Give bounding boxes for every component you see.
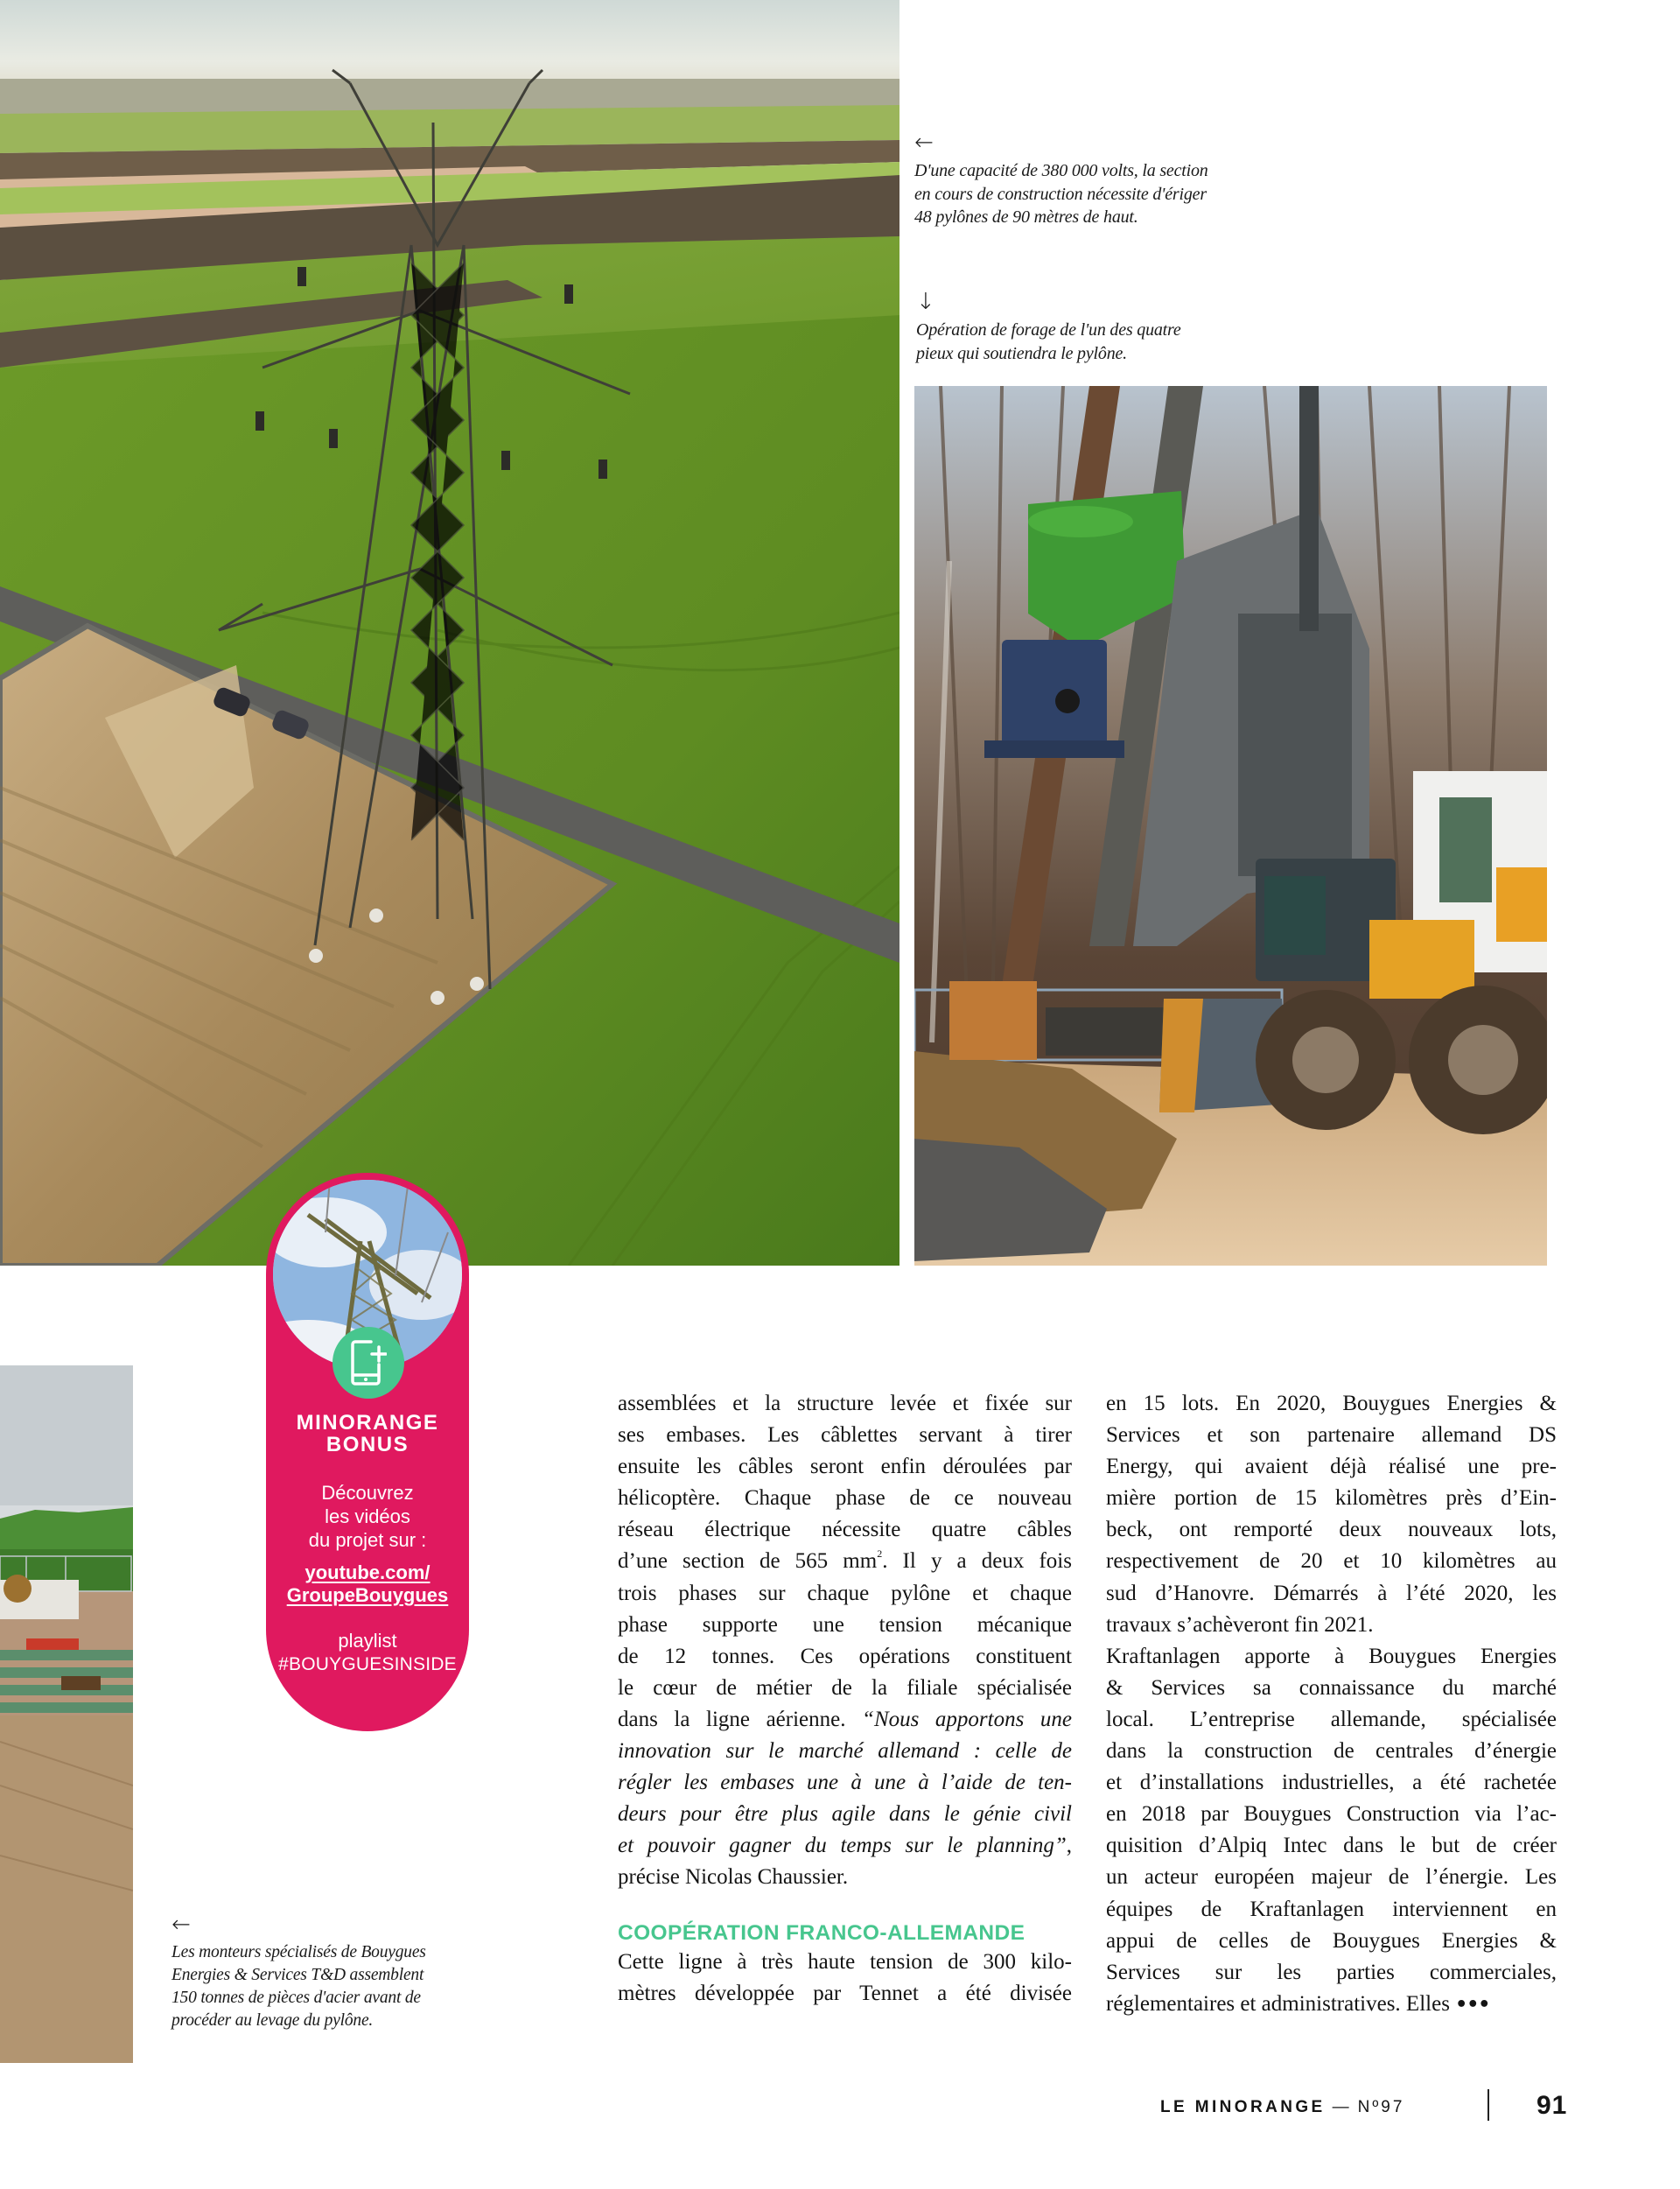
body-line: équipes de Kraftanlagen interviennent en [1106,1897,1557,1921]
caption-line: 150 tonnes de pièces d'acier avant de [172,1989,421,2007]
body-line: respectivement de 20 et 10 kilomètres au [1106,1549,1557,1574]
body-line: dans la construction de centrales d’énergie [1106,1739,1557,1764]
caption-drilling [916,291,1181,365]
quote-line [618,1830,1072,1862]
arrow-left-icon: ← [172,1912,191,1938]
body-line: en 2018 par Bouygues Construction via l’ac- [1106,1802,1557,1827]
playlist-hashtag: #BOUYGUESINSIDE [278,1654,457,1674]
footer-separator: — [1332,2098,1349,2116]
body-line: Cette ligne à très haute tension de 300 kilo- [618,1949,1072,1974]
youtube-link-line[interactable]: youtube.com/ [304,1561,430,1583]
caption-line: procéder au levage du pylône. [172,2011,374,2030]
text-fragment: . Il y a deux fois [882,1549,1072,1574]
body-line: mière portion de 15 kilomètres près d’Ein- [1106,1486,1557,1511]
bonus-desc-line: du projet sur : [308,1529,427,1551]
body-line: assemblées et la structure levée et fixée sur [618,1392,1072,1415]
body-line: trois phases sur chaque pylône et chaque [618,1581,1072,1605]
body-line: de 12 tonnes. Ces opérations constituent [618,1644,1072,1668]
body-line-quote-start [618,1704,1072,1736]
page-footer [1160,2091,1568,2121]
quote-attribution: précise Nicolas Chaussier. [618,1865,849,1890]
quote-fragment: et pouvoir gagner du temps sur le planning” [618,1834,1067,1858]
issue-number: Nº97 [1357,2098,1405,2116]
caption-line: Energies & Services T&D assemblent [172,1966,424,1984]
playlist-label: playlist [338,1630,397,1652]
body-line: hélicoptère. Chaque phase de ce nouveau [618,1486,1072,1511]
body-line: un acteur européen majeur de l’énergie. Les [1106,1865,1557,1890]
body-line: phase supporte une tension mécanique [618,1612,1072,1637]
bonus-desc-line: Découvrez [321,1482,414,1504]
section-heading: COOPÉRATION FRANCO-ALLEMANDE [618,1920,1026,1945]
caption-line: pieux qui soutiendra le pylône. [916,343,1127,363]
body-line: Services et son partenaire allemand DS [1106,1423,1557,1448]
aerial-pylon-image [0,0,900,1266]
body-line: ensuite les câbles seront enfin déroulées par [618,1455,1072,1479]
footer-divider [1488,2089,1489,2121]
body-line: le cœur de métier de la filiale spécialisée [618,1675,1072,1700]
bonus-playlist [266,1629,469,1676]
caption-line: Les monteurs spécialisés de Bouygues [172,1943,426,1961]
arrow-left-icon: ← [914,130,934,156]
quote-line [618,1767,1072,1799]
drilling-rig-photo [914,386,1547,1266]
body-line: en 15 lots. En 2020, Bouygues Energies & [1106,1392,1557,1415]
text-fragment: réglementaires et administratives. Elles [1106,1991,1450,2016]
bonus-title-line: MINORANGE [296,1411,439,1435]
bonus-title [266,1412,469,1456]
body-line: & Services sa connaissance du marché [1106,1675,1557,1700]
body-line-with-superscript [618,1546,1072,1577]
body-line: appui de celles de Bouygues Energies & [1106,1928,1557,1953]
article-column-right [1106,1388,1557,2021]
workers-image [0,1365,133,2063]
caption-aerial-pylon [914,131,1208,229]
quote-fragment: régler les embases une à une à l’aide de ten- [618,1771,1072,1795]
body-line: mètres développée par Tennet a été divisée [618,1981,1072,2005]
arrow-down-icon: ↓ [916,289,935,315]
body-line: local. L’entreprise allemande, spécialisée [1106,1707,1557,1731]
quote-fragment: “Nous apportons une [862,1707,1072,1731]
continuation-dots-icon: ••• [1455,1993,1490,2016]
caption-line: Opération de forage de l'un des quatre [916,320,1181,340]
minorange-bonus-panel [266,1173,469,1731]
superscript: 2 [877,1547,883,1561]
body-line: Kraftanlagen apporte à Bouygues Energies [1106,1644,1557,1668]
text-fragment: d’une section de 565 mm [618,1549,878,1574]
body-line: quisition d’Alpiq Intec dans le but de créer [1106,1834,1557,1858]
youtube-link-line[interactable]: GroupeBouygues [286,1584,449,1606]
bonus-title-line: BONUS [326,1433,410,1456]
body-line: Services sur les parties commerciales, [1106,1960,1557,1984]
bonus-desc-line: les vidéos [325,1505,410,1527]
body-line: sud d’Hanovre. Démarrés à l’été 2020, les [1106,1581,1557,1605]
caption-workers [172,1913,426,2032]
body-line: Energy, qui avaient déjà réalisé une pre- [1106,1455,1557,1479]
caption-line: en cours de construction nécessite d'ériger [914,184,1207,204]
body-line-final [1106,1989,1557,2021]
quote-fragment: deurs pour être plus agile dans le génie civil [618,1802,1072,1827]
caption-line: D'une capacité de 380 000 volts, la section [914,161,1208,180]
bonus-description [266,1481,469,1552]
aerial-pylon-photo [0,0,900,1266]
body-line: et d’installations industrielles, a été rachetée [1106,1771,1557,1795]
text-fragment: dans la ligne aérienne. [618,1707,863,1731]
body-line: réseau électrique nécessite quatre câbles [618,1518,1072,1542]
article-column-middle [618,1388,1072,2010]
body-line: travaux s’achèveront fin 2021. [1106,1612,1374,1637]
smartphone-plus-icon [332,1327,404,1399]
quote-fragment: innovation sur le marché allemand : celle de [618,1739,1072,1764]
quote-line [618,1799,1072,1830]
magazine-name: LE MINORANGE [1160,2098,1326,2116]
smartphone-plus-icon-glyph [350,1338,387,1387]
body-line: ses embases. Les câblettes servant à tirer [618,1423,1072,1448]
drilling-rig-image [914,386,1547,1266]
text-fragment: , [1066,1834,1072,1858]
quote-line [618,1736,1072,1767]
workers-photo [0,1365,133,2063]
page-number: 91 [1536,2091,1568,2120]
caption-line: 48 pylônes de 90 mètres de haut. [914,207,1138,227]
body-line: beck, ont remporté deux nouveaux lots, [1106,1518,1557,1542]
youtube-link[interactable] [266,1561,469,1607]
